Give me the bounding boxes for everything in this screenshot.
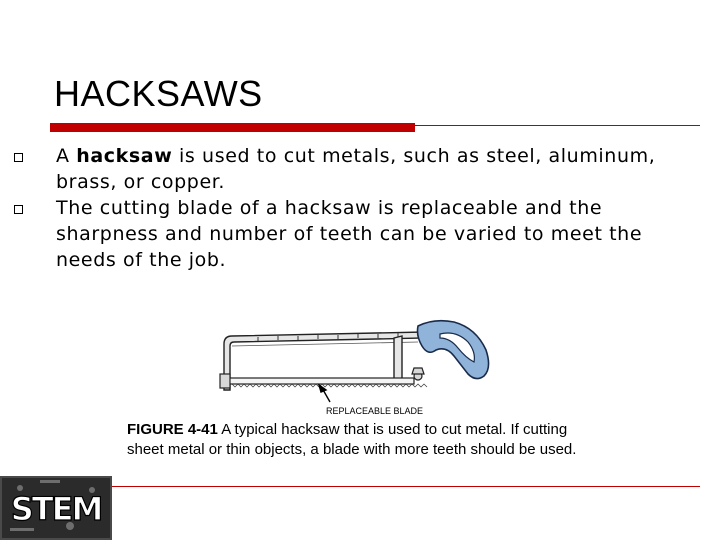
hacksaw-handle: [418, 321, 489, 379]
bullet-bold-term: hacksaw: [76, 145, 173, 167]
caption-label: FIGURE 4-41: [127, 421, 218, 438]
bullet-item: [14, 195, 704, 273]
square-bullet-icon: [14, 153, 23, 162]
callout-arrow: [319, 385, 330, 402]
hacksaw-front-post: [394, 336, 402, 380]
stem-logo: [0, 476, 112, 540]
bullet-item: [14, 143, 704, 195]
bullet-text: The cutting blade of a hacksaw is replaceable and the sharpness and number of teeth can be varied to meet the needs of the job.: [56, 197, 643, 271]
callout-label: REPLACEABLE BLADE: [326, 406, 424, 416]
hacksaw-blade: [228, 378, 427, 387]
square-bullet-icon: [14, 205, 23, 214]
slide-title: HACKSAWS: [54, 73, 263, 114]
bullet-list: [14, 143, 704, 273]
figure-caption: [127, 420, 597, 460]
caption-text: A typical hacksaw that is used to cut metal. If cutting sheet metal or thin objects, a blade with more teeth should be used.: [127, 421, 577, 458]
bullet-text: is used to cut metals, such as steel, aluminum, brass, or copper.: [56, 145, 656, 193]
title-accent-bar: [50, 123, 415, 132]
footer-rule: [112, 486, 700, 487]
bullet-text: A: [56, 145, 77, 167]
stem-logo-text: STEM: [10, 490, 102, 528]
hacksaw-illustration: [218, 316, 494, 416]
